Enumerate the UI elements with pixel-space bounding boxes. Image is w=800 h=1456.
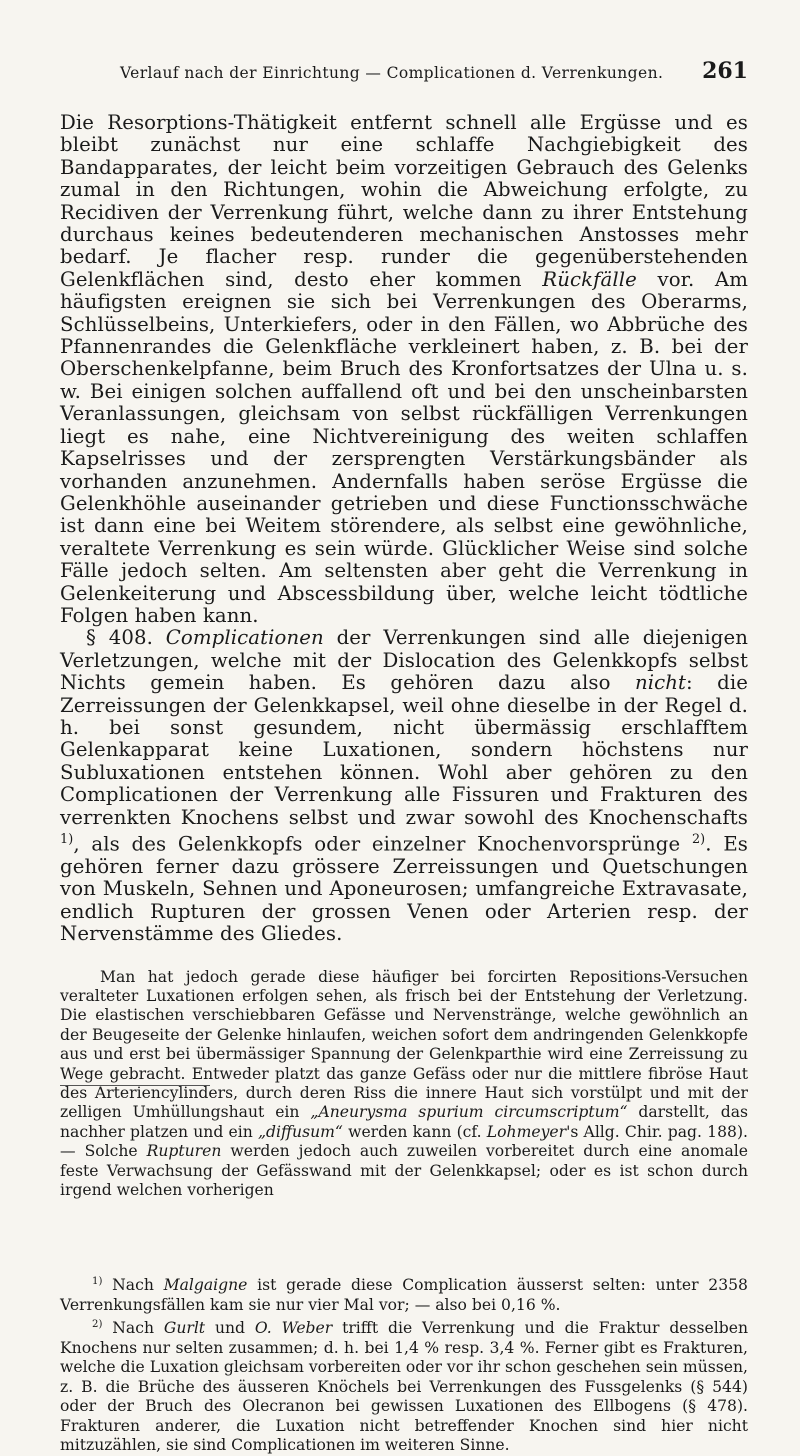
footnote-2: $^{2)}$ Nach Gurlt und O. Weber trifft die Verrenkung und die Fraktur desselben Knochens nur selten zusammen; d. h. bei 1,4 % resp. 3,4 %. Ferner gibt es Frakturen, welche die Luxation gleichsam vorbereiten oder vor ihr schon geschehen sein müssen, z. B. die Brüche des äusseren Knöchels bei Verrenkungen des Fussgelenks (§ 544) oder der Bruch des Olecranon bei gewissen Luxationen des Ellbogens (§ 478). Frakturen anderer, die Luxation nicht betreffender Knochen sind hier nicht mitzuzählen, sie sind Complicationen im weiteren Sinne. bbox=[60, 1319, 748, 1455]
paragraph-recidive: Die Resorptions-Thätigkeit entfernt schnell alle Ergüsse und es bleibt zunächst nur eine schlaffe Nachgiebigkeit des Bandapparates, der leicht beim vorzeitigen Gebrauch des Gelenks zumal in den Richtungen, wohin die Abweichung erfolgte, zu Recidiven der Verrenkung führt, welche dann zu ihrer Entstehung durchaus keines bedeutenderen mechanischen Anstosses mehr bedarf. Je flacher resp. runder die gegenüberstehenden Gelenkflächen sind, desto eher kommen Rückfälle vor. Am häufigsten ereignen sie sich bei Verrenkungen des Oberarms, Schlüsselbeins, Unterkiefers, oder in den Fällen, wo Abbrüche des Pfannenrandes die Gelenkfläche verkleinert haben, z. B. bei der Oberschenkelpfanne, beim Bruch des Kronfortsatzes der Ulna u. s. w. Bei einigen solchen auffallend oft und bei den unscheinbarsten Veranlassungen, gleichsam von selbst rückfälligen Verrenkungen liegt es nahe, eine Nichtvereinigung des weiten schlaffen Kapselrisses und der zersprengten Verstärkungsbänder als vorhanden anzunehmen. Andernfalls haben seröse Ergüsse die Gelenkhöhle auseinander getrieben und diese Functionsschwäche ist dann eine bei Weitem störendere, als selbst eine gewöhnliche, veraltete Verrenkung es sein würde. Glücklicher Weise sind solche Fälle jedoch selten. Am seltensten aber geht die Verrenkung in Gelenkeiterung und Abscessbildung über, welche leicht tödtliche Folgen haben kann. bbox=[60, 111, 748, 627]
main-text bbox=[60, 112, 748, 946]
running-head-title: Verlauf nach der Einrichtung — Complicationen d. Verrenkungen. bbox=[120, 64, 664, 82]
running-head bbox=[120, 58, 748, 84]
footnote-divider bbox=[60, 1085, 210, 1086]
note-paragraph: Man hat jedoch gerade diese häufiger bei forcirten Repositions-Versuchen veralteter Luxationen erfolgen sehen, als frisch bei der Entstehung der Verletzung. Die elastischen verschiebbaren Gefässe und Nervenstränge, welche gewöhnlich an der Beugeseite der Gelenke hinlaufen, weichen sofort dem andringenden Gelenkkopfe aus und erst bei übermässiger Spannung der Gelenkparthie wird eine Zerreissung zu Wege gebracht. Entweder platzt das ganze Gefäss oder nur die mittlere fibröse Haut des Arteriencylinders, durch deren Riss die innere Haut sich vorstülpt und mit der zelligen Umhüllungshaut ein „Aneurysma spurium circumscriptum“ darstellt, das nachher platzen und ein „diffusum“ werden kann (cf. Lohmeyer's Allg. Chir. pag. 188). — Solche Rupturen werden jedoch auch zuweilen vorbereitet durch eine anomale feste Verwachsung der Gefässwand mit der Gelenkkapsel; oder es ist schon durch irgend welchen vorherigen bbox=[60, 967, 749, 1200]
footnote-ref-1: 1) bbox=[60, 832, 74, 847]
footnote-ref-2: 2) bbox=[691, 832, 706, 847]
page-number: 261 bbox=[702, 58, 748, 84]
footnotes bbox=[60, 1272, 748, 1455]
footnote-1: $^{1)}$ Nach Malgaigne ist gerade diese Complication äusserst selten: unter 2358 Verrenkungsfällen kam sie nur vier Mal vor; — also bei 0,16 %. bbox=[60, 1276, 748, 1315]
paragraph-section-408: § 408. Complicationen der Verrenkungen sind alle diejenigen Verletzungen, welche mit der Dislocation des Gelenkkopfs selbst Nichts gemein haben. Es gehören dazu also nicht: die Zerreissungen der Gelenkkapsel, weil ohne dieselbe in der Regel d. h. bei sonst gesundem, nicht übermässig erschlafftem Gelenkapparat keine Luxationen, sondern höchstens nur Subluxationen entstehen können. Wohl aber gehören zu den Complicationen der Verrenkung alle Fissuren und Frakturen des verrenkten Knochens selbst und zwar sowohl des Knochenschafts $^{1)}$, als des Gelenkkopfs oder einzelner Knochenvorsprünge $^{2)}$. Es gehören ferner dazu grössere Zerreissungen und Quetschungen von Muskeln, Sehnen und Aponeurosen; umfangreiche Extravasate, endlich Rupturen der grossen Venen oder Arterien resp. der Nervenstämme des Gliedes. bbox=[60, 626, 748, 946]
